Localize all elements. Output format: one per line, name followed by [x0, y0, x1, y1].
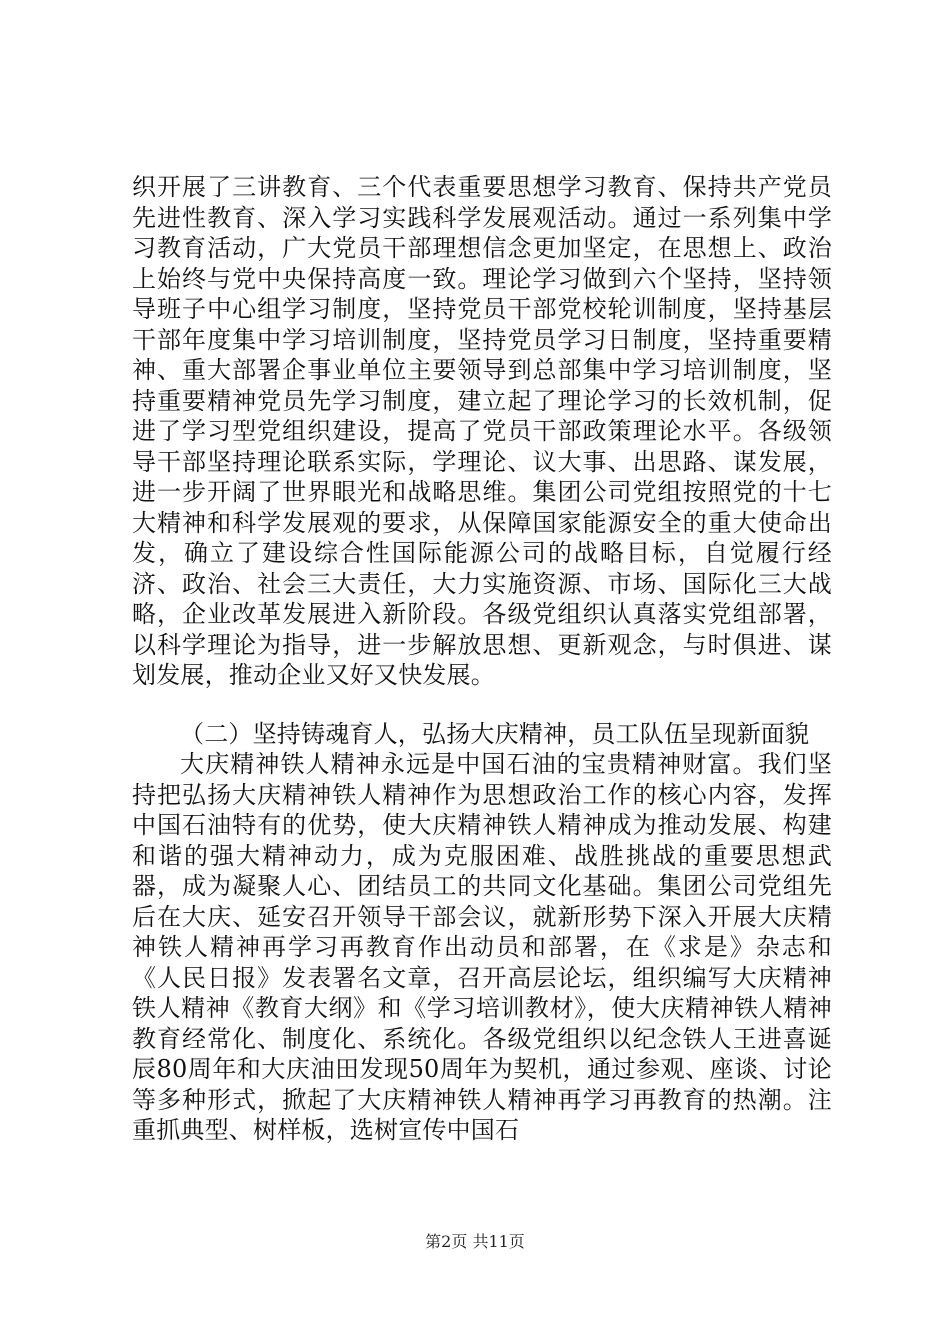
page-footer: 第2页 共11页: [425, 1232, 525, 1251]
body-paragraph-continued: 织开展了三讲教育、三个代表重要思想学习教育、保持共产党员先进性教育、深入学习实践科学发展观活动。通过一系列集中学习教育活动，广大党员干部理想信念更加坚定，在思想上、政治上始终与党中央保持高度一致。理论学习做到六个坚持，坚持领导班子中心组学习制度，坚持党员干部党校轮训制度，坚持基层干部年度集中学习培训制度，坚持党员学习日制度，坚持重要精神、重大部署企事业单位主要领导到总部集中学习培训制度，坚持重要精神党员先学习制度，建立起了理论学习的长效机制，促进了学习型党组织建设，提高了党员干部政策理论水平。各级领导干部坚持理论联系实际，学理论、议大事、出思路、谋发展，进一步开阔了世界眼光和战略思维。集团公司党组按照党的十七大精神和科学发展观的要求，从保障国家能源安全的重大使命出发，确立了建设综合性国际能源公司的战略目标，自觉履行经济、政治、社会三大责任，大力实施资源、市场、国际化三大战略，企业改革发展进入新阶段。各级党组织认真落实党组部署，以科学理论为指导，进一步解放思想、更新观念，与时俱进、谋划发展，推动企业又好又快发展。: [132, 173, 832, 689]
document-body: [132, 172, 832, 1146]
section-heading: （二）坚持铸魂育人，弘扬大庆精神，员工队伍呈现新面貌: [180, 719, 810, 748]
body-paragraph: 大庆精神铁人精神永远是中国石油的宝贵精神财富。我们坚持把弘扬大庆精神铁人精神作为思想政治工作的核心内容，发挥中国石油特有的优势，使大庆精神铁人精神成为推动发展、构建和谐的强大精神动力，成为克服困难、战胜挑战的重要思想武器，成为凝聚人心、团结员工的共同文化基础。集团公司党组先后在大庆、延安召开领导干部会议，就新形势下深入开展大庆精神铁人精神再学习再教育作出动员和部署，在《求是》杂志和《人民日报》发表署名文章，召开高层论坛，组织编写大庆精神铁人精神《教育大纲》和《学习培训教材》，使大庆精神铁人精神教育经常化、制度化、系统化。各级党组织以纪念铁人王进喜诞辰80周年和大庆油田发现50周年为契机，通过参观、座谈、讨论等多种形式，掀起了大庆精神铁人精神再学习再教育的热潮。注重抓典型、树样板，选树宣传中国石: [132, 750, 832, 1144]
